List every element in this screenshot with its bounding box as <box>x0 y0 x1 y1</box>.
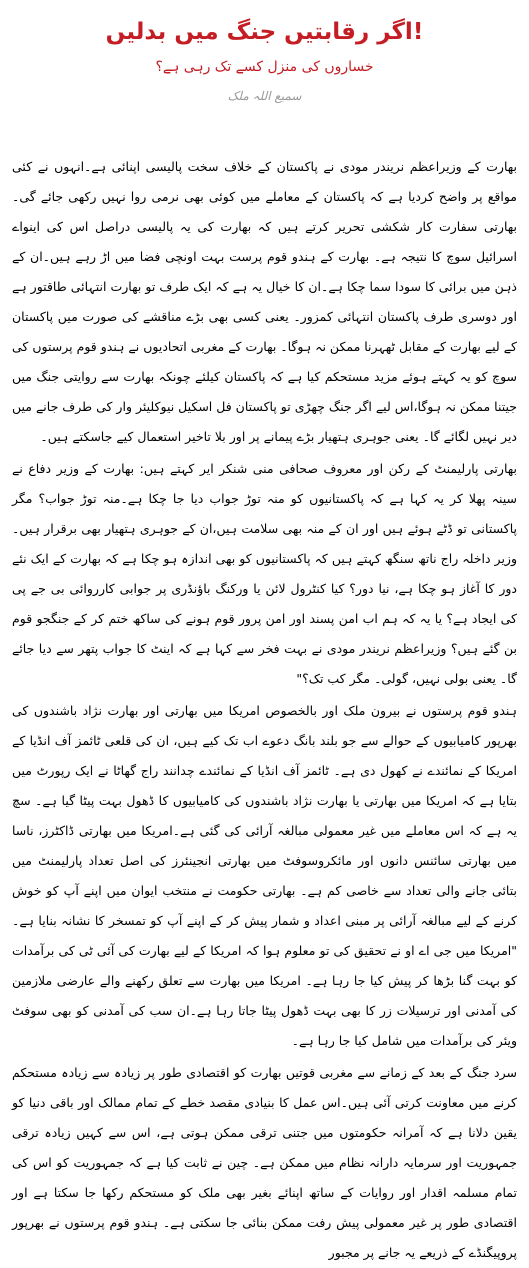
paragraph: بھارتی پارلیمنٹ کے رکن اور معروف صحافی منی شنکر ایر کہتے ہیں: بھارت کے وزیر دفاع نے سینہ پھلا کر یہ کہا ہے کہ پاکستانیوں کو منہ توڑ جواب دیا جا چکا ہے۔منہ توڑ جواب؟ مگر پاکستانی تو ڈٹے ہوئے ہیں اور ان کے منہ بھی سلامت ہیں،ان کے جوہری ہتھیار بھی برقرار ہیں۔ وزیر داخلہ راج ناتھ سنگھ کہتے ہیں کہ پاکستانیوں کو بھی اندازہ ہو چکا ہے کہ بھارت کے ایک نئے دور کا آغاز ہو چکا ہے، نیا دور؟ کیا کنٹرول لائن یا ورکنگ باؤنڈری پر جوابی کارروائی بی جے پی کی ایجاد ہے؟ یا یہ کہ ہم اب امن پسند اور امن پرور قوم ہونے کی ساکھ ختم کر کے جنگجو قوم بن گئے ہیں؟ وزیراعظم نریندر مودی نے بہت فخر سے کہا ہے کہ اینٹ کا جواب پتھر سے دیا جائے گا۔ یعنی بولی نہیں، گولی۔ مگر کب تک؟" <box>12 461 517 686</box>
paragraph: بھارت کے وزیراعظم نریندر مودی نے پاکستان کے خلاف سخت پالیسی اپنائی ہے۔انہوں نے کئی مواقع پر واضح کردیا ہے کہ پاکستان کے معاملے میں کوئی بھی نرمی روا نہیں رکھی جائے گی۔ بھارتی سفارت کار شکشی تحریر کرتے ہیں کہ بھارت کی یہ پالیسی دراصل اس کی اینواے اسرائیل سوچ کا نتیجہ ہے۔ بھارت کے ہندو قوم پرست بہت اونچی فضا میں اڑ رہے ہیں۔ان کے ذہن میں برائی کا سودا سما چکا ہے۔ان کا خیال یہ ہے کہ ایک طرف تو بھارت انتہائی طاقتور ہے اور دوسری طرف پاکستان انتہائی کمزور۔ یعنی کسی بھی بڑے مناقشے کی صورت میں پاکستان کے لیے بھارت کے مقابل ٹھہرنا ممکن نہ ہوگا۔ بھارت کے مغربی اتحادیوں نے ہندو قوم پرستوں کی سوچ کو یہ کہتے ہوئے مزید مستحکم کیا ہے کہ پاکستان کیلئے چونکہ بھارت سے روایتی جنگ میں جیتنا ممکن نہ ہوگا،اس لیے اگر جنگ چھڑی تو پاکستان فل اسکیل نیوکلیئر وار کی طرف جانے میں دیر نہیں لگائے گا۔ یعنی جوہری ہتھیار بڑے پیمانے پر اور بلا تاخیر استعمال کیے جاسکتے ہیں۔ <box>12 159 517 444</box>
paragraph: سرد جنگ کے بعد کے زمانے سے مغربی قوتیں بھارت کو اقتصادی طور پر زیادہ سے زیادہ مستحکم کرنے میں معاونت کرتی آئی ہیں۔اس عمل کا بنیادی مقصد خطے کے تمام ممالک اور باقی دنیا کو یقین دلانا ہے کہ آمرانہ حکومتوں میں جتنی ترقی ممکن ہوتی ہے، اس سے کہیں زیادہ ترقی جمہوریت اور سرمایہ دارانہ نظام میں ممکن ہے۔ چین نے ثابت کیا ہے کہ جمہوریت کو اس کی تمام مسلمہ اقدار اور روایات کے ساتھ اپنائے بغیر بھی ملک کو مستحکم رکھا جا سکتا ہے اور اقتصادی طور پر غیر معمولی پیش رفت ممکن بنائی جا سکتی ہے۔ ہندو قوم پرستوں نے بھرپور پروپیگنڈے کے ذریعے یہ جانے پر مجبور <box>12 1065 517 1260</box>
article-subtitle: خساروں کی منزل کسے تک رہی ہے؟ <box>155 59 374 75</box>
article-body <box>12 152 517 1268</box>
article-title: اگر رقابتیں جنگ میں بدلیں! <box>105 19 424 45</box>
paragraph: ہندو قوم پرستوں نے بیرون ملک اور بالخصوص امریکا میں بھارتی اور بھارت نژاد باشندوں کی بھرپور کامیابیوں کے حوالے سے جو بلند بانگ دعوے اب تک کیے ہیں، ان کی قلعی ٹائمز آف انڈیا کے امریکا کے نمائندے نے کھول دی ہے۔ ٹائمز آف انڈیا کے نمائندے چدانند راج گھاٹا نے ایک رپورٹ میں بتایا ہے کہ امریکا میں بھارتی یا بھارت نژاد باشندوں کی کامیابیوں کا ڈھول بہت پیٹا گیا ہے۔ سچ یہ ہے کہ اس معاملے میں غیر معمولی مبالغہ آرائی کی گئی ہے۔امریکا میں بھارتی ڈاکٹرز، ناسا میں بھارتی سائنس دانوں اور مائکروسوفٹ میں بھارتی انجینئرز کی اصل تعداد پارلیمنٹ میں بتائی جانے والی تعداد سے خاصی کم ہے۔ بھارتی حکومت نے منتخب ایوان میں اپنے آپ کو خوش کرنے کے لیے مبالغہ آرائی پر مبنی اعداد و شمار پیش کر کے اپنے آپ کو تمسخر کا نشانہ بنایا ہے۔ "امریکا میں جی اے او نے تحقیق کی تو معلوم ہوا کہ امریکا کے لیے بھارت کی آئی ٹی کی برآمدات کو بہت گنا بڑھا کر پیش کیا جا رہا ہے۔ امریکا میں بھارت سے تعلق رکھنے والے عارضی ملازمین کی آمدنی اور ترسیلات زر کا بھی بہت ڈھول پیٹا جاتا رہا ہے۔ان سب کی آمدنی کو بھی سوفٹ ویئر کی برآمدات میں شامل کیا جا رہا ہے۔ <box>12 703 517 1048</box>
article-header <box>12 12 517 106</box>
author-signature: سمیع اللہ ملک <box>227 89 302 103</box>
